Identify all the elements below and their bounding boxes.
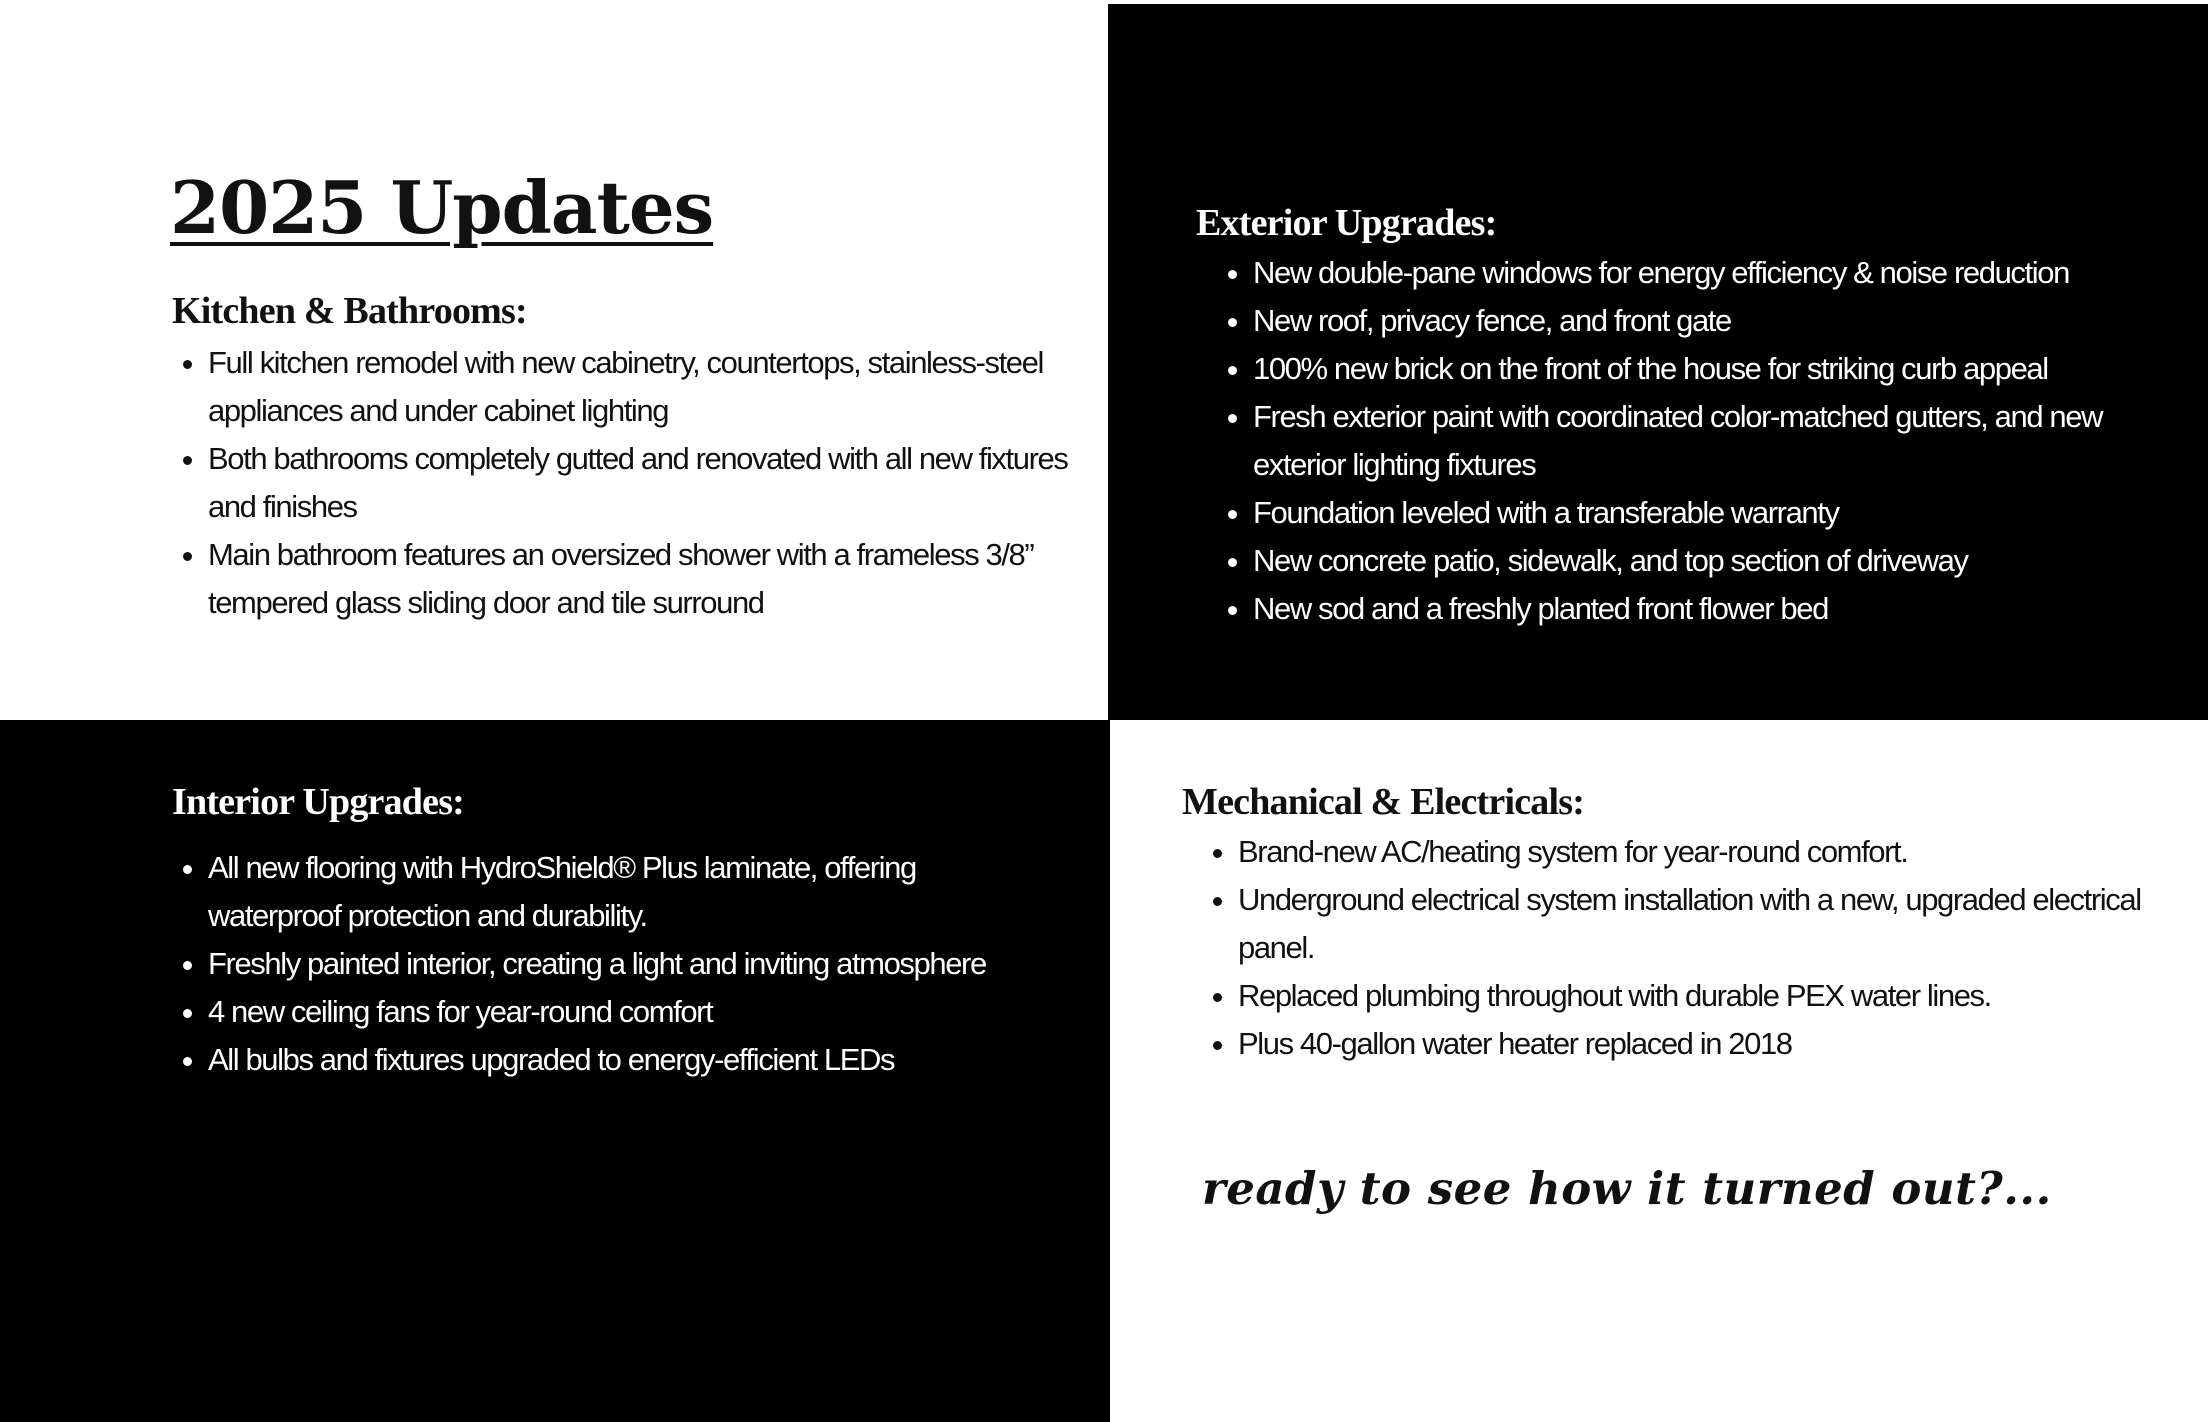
list-item: • All bulbs and fixtures upgraded to energy-efficient LEDs xyxy=(208,1036,1028,1084)
kitchen-bathrooms-panel xyxy=(0,0,1108,720)
interior-panel xyxy=(0,720,1110,1422)
list-item: • Both bathrooms completely gutted and renovated with all new fixtures and finishes xyxy=(208,435,1068,531)
closing-tagline: ready to see how it turned out?... xyxy=(1202,1162,2052,1215)
interior-heading: Interior Upgrades: xyxy=(172,781,465,823)
interior-list xyxy=(172,844,1028,1084)
exterior-list xyxy=(1217,249,2193,633)
list-item: • Underground electrical system installation with a new, upgraded electrical panel. xyxy=(1238,876,2178,972)
page-title: 2025 Updates xyxy=(170,165,714,250)
mechanical-list xyxy=(1202,828,2178,1068)
list-item: • Brand-new AC/heating system for year-round comfort. xyxy=(1238,828,2178,876)
list-item: • New double-pane windows for energy efficiency & noise reduction xyxy=(1253,249,2193,297)
list-item: • Plus 40-gallon water heater replaced in 2018 xyxy=(1238,1020,2178,1068)
list-item: • 4 new ceiling fans for year-round comfort xyxy=(208,988,1028,1036)
mechanical-heading: Mechanical & Electricals: xyxy=(1182,781,1585,823)
list-item: • 100% new brick on the front of the house for striking curb appeal xyxy=(1253,345,2193,393)
mechanical-panel xyxy=(1110,720,2212,1422)
list-item: • New sod and a freshly planted front flower bed xyxy=(1253,585,2193,633)
kitchen-bathrooms-heading: Kitchen & Bathrooms: xyxy=(172,290,527,332)
list-item: • Freshly painted interior, creating a light and inviting atmosphere xyxy=(208,940,1028,988)
list-item: • All new flooring with HydroShield® Plus laminate, offering waterproof protection and durability. xyxy=(208,844,1028,940)
list-item: • Full kitchen remodel with new cabinetry, countertops, stainless-steel appliances and under cabinet lighting xyxy=(208,339,1068,435)
list-item: • New roof, privacy fence, and front gate xyxy=(1253,297,2193,345)
list-item: • Replaced plumbing throughout with durable PEX water lines. xyxy=(1238,972,2178,1020)
kitchen-bathrooms-list xyxy=(172,339,1068,627)
exterior-heading: Exterior Upgrades: xyxy=(1196,202,1497,244)
list-item: • Fresh exterior paint with coordinated color-matched gutters, and new exterior lighting fixtures xyxy=(1253,393,2193,489)
exterior-panel xyxy=(1108,4,2208,720)
list-item: • Main bathroom features an oversized shower with a frameless 3/8” tempered glass sliding door and tile surround xyxy=(208,531,1068,627)
list-item: • New concrete patio, sidewalk, and top section of driveway xyxy=(1253,537,2193,585)
list-item: • Foundation leveled with a transferable warranty xyxy=(1253,489,2193,537)
